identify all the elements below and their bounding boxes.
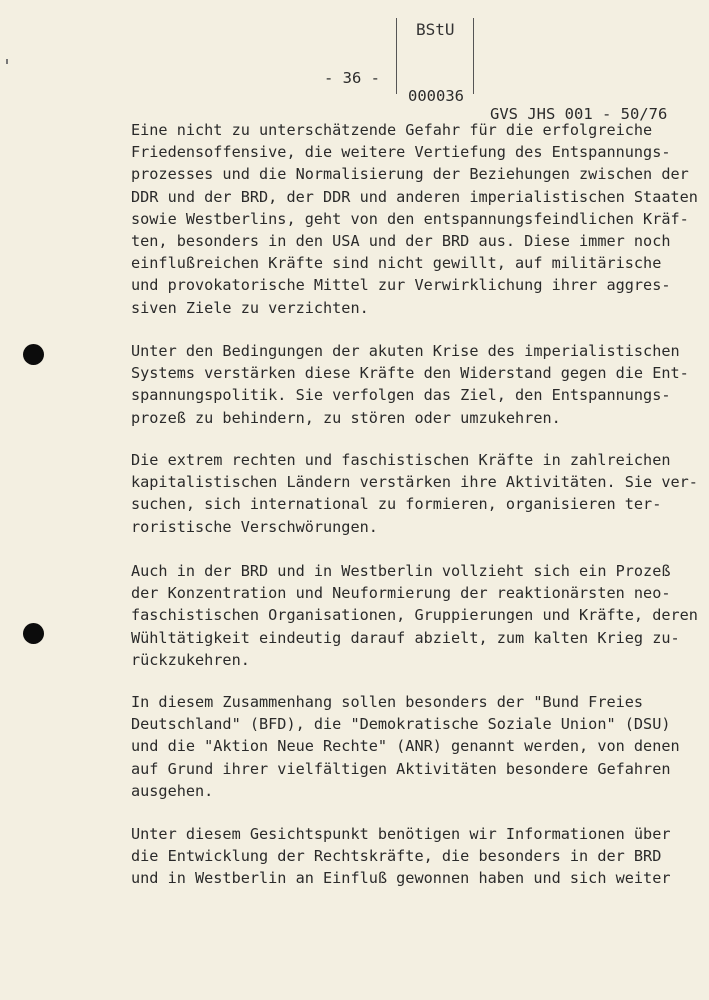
text-line: kapitalistischen Ländern verstärken ihre Aktivitäten. Sie ver- xyxy=(131,473,698,492)
text-line: ten, besonders in den USA und der BRD aus. Diese immer noch xyxy=(131,232,671,251)
text-line: DDR und der BRD, der DDR und anderen imperialistischen Staaten xyxy=(131,187,698,206)
paragraph xyxy=(131,449,698,538)
paragraph xyxy=(131,340,691,429)
text-line: der Konzentration und Neuformierung der reaktionärsten neo- xyxy=(131,584,671,603)
text-line: Unter diesem Gesichtspunkt benötigen wir Informationen über xyxy=(131,825,671,843)
text-line: faschistischen Organisationen, Gruppierungen und Kräfte, deren xyxy=(131,606,698,625)
text-line: Unter den Bedingungen der akuten Krise des imperialistischen xyxy=(131,342,680,360)
document-reference: GVS JHS 001 - 50/76 xyxy=(490,105,668,123)
text-line: auf Grund ihrer vielfältigen Aktivitäten besondere Gefahren xyxy=(131,759,671,778)
text-line: Auch in der BRD und in Westberlin vollzieht sich ein Prozeß xyxy=(131,562,671,580)
text-line: einflußreichen Kräfte sind nicht gewillt, auf militärische xyxy=(131,254,662,273)
punch-hole-icon xyxy=(23,344,44,365)
text-line: rückzukehren. xyxy=(131,650,250,669)
text-line: Deutschland" (BFD), die "Demokratische Soziale Union" (DSU) xyxy=(131,715,671,734)
paragraph xyxy=(131,691,691,802)
text-line: prozesses und die Normalisierung der Beziehungen zwischen der xyxy=(131,165,689,184)
text-line: und die "Aktion Neue Rechte" (ANR) genannt werden, von denen xyxy=(131,737,680,756)
paragraph xyxy=(131,560,698,671)
text-line: Friedensoffensive, die weitere Vertiefung des Entspannungs- xyxy=(131,143,671,162)
text-line: siven Ziele zu verzichten. xyxy=(131,298,369,317)
text-line: sowie Westberlins, geht von den entspannungsfeindlichen Kräf- xyxy=(131,209,689,228)
page-number: - 36 - xyxy=(324,69,380,87)
text-line: Die extrem rechten und faschistischen Kräfte in zahlreichen xyxy=(131,451,671,469)
archive-stamp-label: BStU xyxy=(416,20,455,39)
text-line: suchen, sich international zu formieren, organisieren ter- xyxy=(131,495,662,514)
text-line: Systems verstärken diese Kräfte den Widerstand gegen die Ent- xyxy=(131,364,689,383)
text-line: spannungspolitik. Sie verfolgen das Ziel, den Entspannungs- xyxy=(131,386,671,405)
text-line: ausgehen. xyxy=(131,781,214,800)
text-line: die Entwicklung der Rechtskräfte, die besonders in der BRD xyxy=(131,847,662,866)
text-line: In diesem Zusammenhang sollen besonders der "Bund Freies xyxy=(131,693,644,711)
paragraph xyxy=(131,823,691,890)
stamp-number: 000036 xyxy=(408,87,464,105)
paragraph xyxy=(131,119,698,319)
text-line: und in Westberlin an Einfluß gewonnen haben und sich weiter xyxy=(131,869,671,888)
punch-hole-icon xyxy=(23,623,44,644)
text-line: und provokatorische Mittel zur Verwirklichung ihrer aggres- xyxy=(131,276,671,295)
text-line: prozeß zu behindern, zu stören oder umzukehren. xyxy=(131,408,561,427)
text-line: Eine nicht zu unterschätzende Gefahr für die erfolgreiche xyxy=(131,121,653,139)
text-line: Wühltätigkeit eindeutig darauf abzielt, zum kalten Krieg zu- xyxy=(131,628,680,647)
text-line: roristische Verschwörungen. xyxy=(131,517,378,536)
